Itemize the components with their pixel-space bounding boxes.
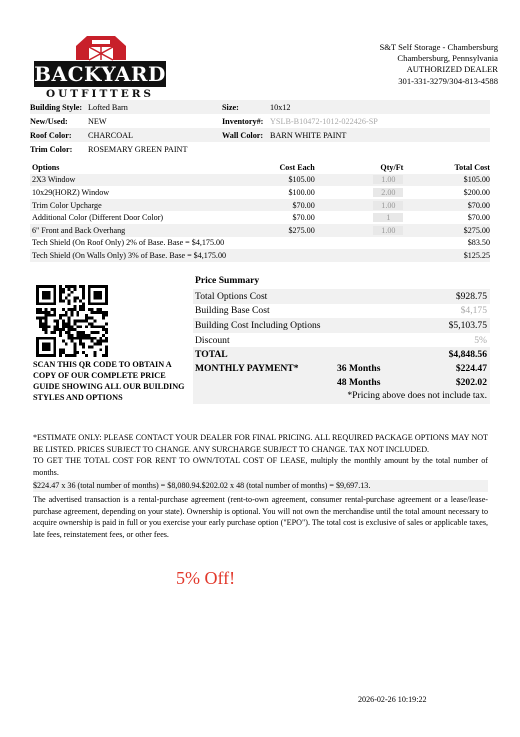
svg-text:OUTFITTERS: OUTFITTERS	[45, 88, 155, 100]
total-options-value: $928.75	[455, 290, 487, 302]
option-cost-each: $70.00	[292, 213, 315, 223]
option-cost-each: $275.00	[288, 225, 315, 235]
tax-note: *Pricing above does not include tax.	[347, 389, 487, 401]
option-qty: 1.00	[373, 226, 403, 235]
option-qty: 2.00	[373, 188, 403, 197]
discount-promo: 5% Off!	[176, 568, 236, 588]
dealer-city: Chambersburg, Pennsylvania	[397, 53, 498, 64]
option-total: $275.00	[463, 225, 490, 235]
col-cost-each: Cost Each	[279, 162, 315, 172]
timestamp: 2026-02-26 10:19:22	[358, 695, 427, 704]
dealer-info	[379, 42, 498, 87]
size-label: Size:	[222, 102, 239, 112]
trim-color: ROSEMARY GREEN PAINT	[88, 144, 188, 154]
table-row	[30, 186, 490, 199]
payment-48: $202.02	[455, 377, 487, 389]
base-cost-value: $4,175	[460, 305, 487, 317]
table-row	[30, 211, 490, 224]
style-label: Building Style:	[30, 102, 83, 112]
svg-text:BACKYARD: BACKYARD	[34, 62, 166, 86]
option-total: $125.25	[463, 250, 490, 260]
inventory-label: Inventory#:	[222, 116, 264, 126]
new-used-value: NEW	[88, 116, 107, 126]
price-summary-title: Price Summary	[195, 275, 260, 286]
options-header	[30, 161, 490, 174]
option-name: Tech Shield (On Walls Only) 3% of Base. Base = $4,175.00	[32, 250, 227, 260]
option-total: $83.50	[467, 238, 490, 248]
dealer-status: AUTHORIZED DEALER	[406, 64, 498, 75]
option-cost-each: $105.00	[288, 175, 315, 185]
payment-36: $224.47	[455, 363, 487, 375]
price-summary	[193, 275, 490, 404]
option-name: Trim Color Upcharge	[32, 200, 102, 210]
company-logo	[30, 30, 170, 100]
barn-logo-icon	[30, 30, 170, 100]
building-size: 10x12	[270, 102, 291, 112]
disclaimer-estimate: *ESTIMATE ONLY: PLEASE CONTACT YOUR DEALER FOR FINAL PRICING. ALL REQUIRED PACKAGE OPTIONS MAY NOT BE LISTED. PRICES SUBJECT TO CHANGE. ANY SURCHARGE SUBJECT TO CHANGE. TAX NOT INCLUDED.	[33, 433, 488, 454]
option-qty: 1.00	[373, 175, 403, 184]
roof-label: Roof Color:	[30, 130, 72, 140]
option-name: Tech Shield (On Roof Only) 2% of Base. Base = $4,175.00	[32, 238, 225, 248]
table-row	[30, 224, 490, 237]
trim-label: Trim Color:	[30, 144, 73, 154]
option-name: 6" Front and Back Overhang	[32, 225, 126, 235]
col-qty: Qty/Ft	[380, 162, 404, 172]
monthly-payment-label: MONTHLY PAYMENT*	[195, 363, 299, 375]
option-qty: 1.00	[373, 201, 403, 210]
options-table	[30, 161, 490, 262]
option-qty: 1	[373, 213, 403, 222]
option-total: $200.00	[463, 187, 490, 197]
dealer-phones: 301-331-3279/304-813-4588	[398, 75, 498, 86]
col-total: Total Cost	[454, 162, 490, 172]
option-total: $70.00	[467, 213, 490, 223]
new-used-label: New/Used:	[30, 116, 68, 126]
total-value: $4,848.56	[448, 349, 487, 361]
table-row	[30, 199, 490, 212]
qr-code-icon	[36, 285, 108, 357]
option-name: Additional Color (Different Door Color)	[32, 213, 164, 223]
col-options: Options	[32, 162, 60, 172]
disclaimer-rent-to-own: TO GET THE TOTAL COST FOR RENT TO OWN/TOTAL COST OF LEASE, multiply the monthly amount by the total number of months.	[33, 456, 488, 477]
term-48: 48 Months	[337, 377, 381, 389]
option-total: $105.00	[463, 175, 490, 185]
total-label: TOTAL	[195, 349, 228, 361]
discount-label: Discount	[195, 334, 230, 346]
table-row	[30, 237, 490, 250]
wall-label: Wall Color:	[222, 130, 264, 140]
table-row	[30, 174, 490, 187]
qr-code[interactable]	[36, 285, 108, 357]
roof-color: CHARCOAL	[88, 130, 134, 140]
disclaimer	[33, 432, 488, 540]
option-name: 2X3 Window	[32, 175, 76, 185]
option-cost-each: $70.00	[292, 200, 315, 210]
disclaimer-calculation: $224.47 x 36 (total number of months) = $8,080.94.$202.02 x 48 (total number of months) = $9,697.13.	[33, 480, 488, 492]
disclaimer-rental-agreement: The advertised transaction is a rental-purchase agreement (rent-to-own agreement, consumer rental-purchase agreement or a lease/lease-purchase agreement, depending on your state). Ownership is optional. You will not own the merchandise until the total amount necessary to acquire ownership is paid in full or you exercise your early purchase option ("EPO"). The total cost is exclusive of sales or applicable taxes, late fees, reinstatement fees, or other fees.	[33, 494, 488, 539]
base-cost-label: Building Base Cost	[195, 305, 270, 317]
option-name: 10x29(HORZ) Window	[32, 187, 110, 197]
term-36: 36 Months	[337, 363, 381, 375]
cost-incl-options-value: $5,103.75	[448, 319, 487, 331]
wall-color: BARN WHITE PAINT	[270, 130, 347, 140]
discount-value: 5%	[474, 334, 487, 346]
table-row	[30, 249, 490, 262]
dealer-name: S&T Self Storage - Chambersburg	[379, 42, 498, 52]
cost-incl-options-label: Building Cost Including Options	[195, 319, 321, 331]
inventory-number: YSLB-B10472-1012-022426-SP	[270, 116, 378, 126]
option-cost-each: $100.00	[288, 187, 315, 197]
building-info	[30, 100, 490, 156]
building-style: Lofted Barn	[88, 102, 128, 112]
qr-caption: SCAN THIS QR CODE TO OBTAIN A COPY OF OUR COMPLETE PRICE GUIDE SHOWING ALL OUR BUILDING STYLES AND OPTIONS	[33, 360, 185, 402]
option-total: $70.00	[467, 200, 490, 210]
total-options-label: Total Options Cost	[195, 290, 268, 302]
